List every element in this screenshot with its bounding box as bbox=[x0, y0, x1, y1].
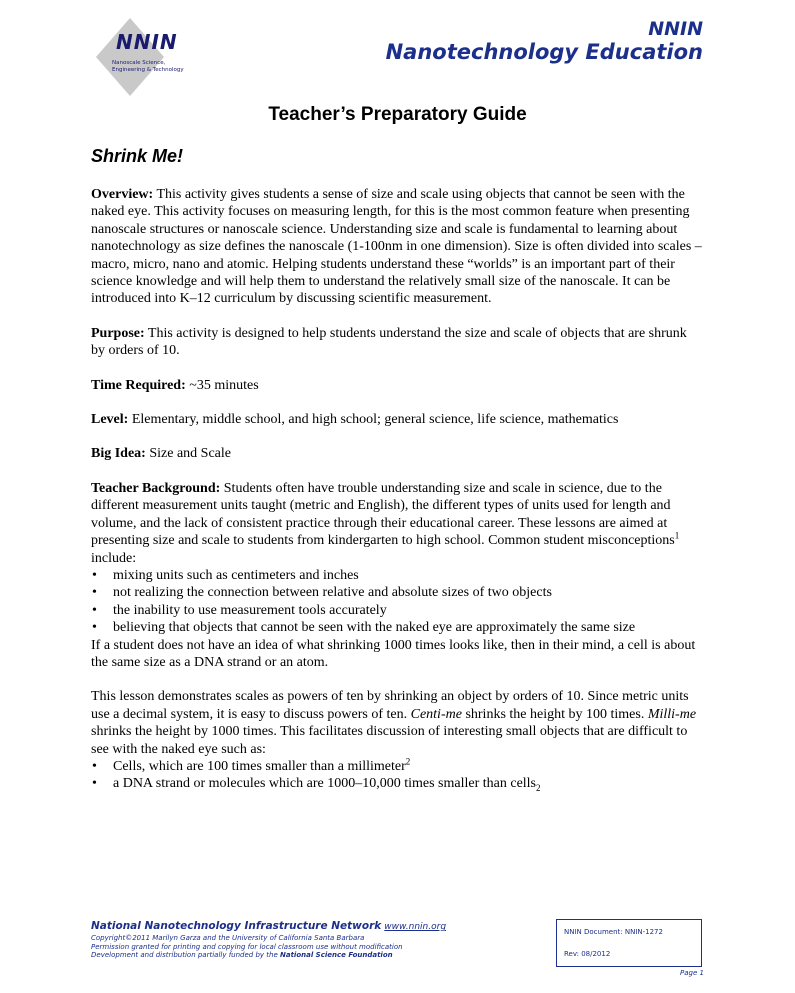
page-number: Page 1 bbox=[680, 969, 704, 977]
time-paragraph: Time Required: ~35 minutes bbox=[91, 377, 259, 393]
list-item: • the inability to use measurement tools accurately bbox=[91, 602, 703, 619]
examples-list bbox=[91, 758, 703, 793]
list-item: • not realizing the connection between relative and absolute sizes of two objects bbox=[91, 584, 703, 601]
header-org: NNIN bbox=[648, 18, 703, 40]
document-number: NNIN Document: NNIN-1272 bbox=[564, 928, 663, 936]
list-item: • a DNA strand or molecules which are 1000–10,000 times smaller than cells$_2$ bbox=[91, 775, 703, 792]
document-body bbox=[91, 186, 703, 793]
footer-funding: Development and distribution partially funded by the National Science Foundation bbox=[91, 951, 393, 960]
activity-title: Shrink Me! bbox=[91, 146, 184, 166]
background-paragraph: Teacher Background: Students often have trouble understanding size and scale in science, due to the different measurement units taught (metric and English), the different types of units used for length and volume, and the lack of consistent practice through their educational career. These lessons are aimed at presenting size and scale to students from kindergarten to high school. Common student misconceptions$^1$ include: bbox=[91, 480, 680, 566]
misconceptions-list bbox=[91, 567, 703, 637]
document-info-box bbox=[556, 919, 702, 967]
footer-link[interactable]: www.nnin.org bbox=[384, 922, 447, 932]
page-title: Teacher’s Preparatory Guide bbox=[268, 104, 527, 125]
background-after-paragraph: If a student does not have an idea of what shrinking 1000 times looks like, then in their mind, a cell is about the same size as a DNA strand or an atom. bbox=[91, 637, 696, 670]
list-item: • mixing units such as centimeters and inches bbox=[91, 567, 703, 584]
logo-tagline: Nanoscale Science, Engineering & Technology bbox=[112, 60, 184, 73]
purpose-paragraph: Purpose: This activity is designed to help students understand the size and scale of objects that are shrunk by orders of 10. bbox=[91, 325, 687, 359]
footer-copyright: Copyright©2011 Marilyn Garza and the University of California Santa Barbara bbox=[91, 934, 365, 942]
footer-org: National Nanotechnology Infrastructure Network www.nnin.org bbox=[91, 920, 447, 932]
list-item: • believing that objects that cannot be seen with the naked eye are approximately the same size bbox=[91, 619, 703, 636]
level-paragraph: Level: Elementary, middle school, and high school; general science, life science, mathematics bbox=[91, 412, 619, 428]
lesson-paragraph: This lesson demonstrates scales as powers of ten by shrinking an object by orders of 10. Since metric units use a decimal system, it is easy to discuss powers of ten. Centi-me shrinks the height by 100 times. Milli-me shrinks the height by 1000 times. This facilitates discussion of interesting small objects that are difficult to see with the naked eye such as: bbox=[91, 689, 697, 757]
overview-paragraph: Overview: This activity gives students a sense of size and scale using objects that cannot be seen with the naked eye. This activity focuses on measuring length, for this is the most common feature when presenting nanoscale structures or nanoscale science. Understanding size and scale is fundamental to learning about nanotechnology as size defines the nanoscale (1-100nm in one dimension). Size is often divided into scales – macro, micro, nano and atomic. Helping students understand these “worlds” is an important part of their science knowledge and will help them to understand the relatively small size of the nanoscale. It can be introduced into K–12 curriculum by discussing scientific measurement. bbox=[91, 187, 702, 307]
logo-wordmark: NNIN bbox=[116, 30, 178, 54]
page-header bbox=[386, 18, 703, 64]
header-program: Nanotechnology Education bbox=[385, 40, 703, 64]
footer-permission: Permission granted for printing and copying for local classroom use without modification bbox=[91, 942, 403, 951]
bigidea-paragraph: Big Idea: Size and Scale bbox=[91, 446, 231, 462]
list-item: • Cells, which are 100 times smaller than a millimeter$^2$ bbox=[91, 758, 703, 775]
page-footer bbox=[91, 920, 446, 960]
nnin-logo bbox=[96, 18, 222, 96]
revision-date: Rev: 08/2012 bbox=[564, 950, 611, 958]
